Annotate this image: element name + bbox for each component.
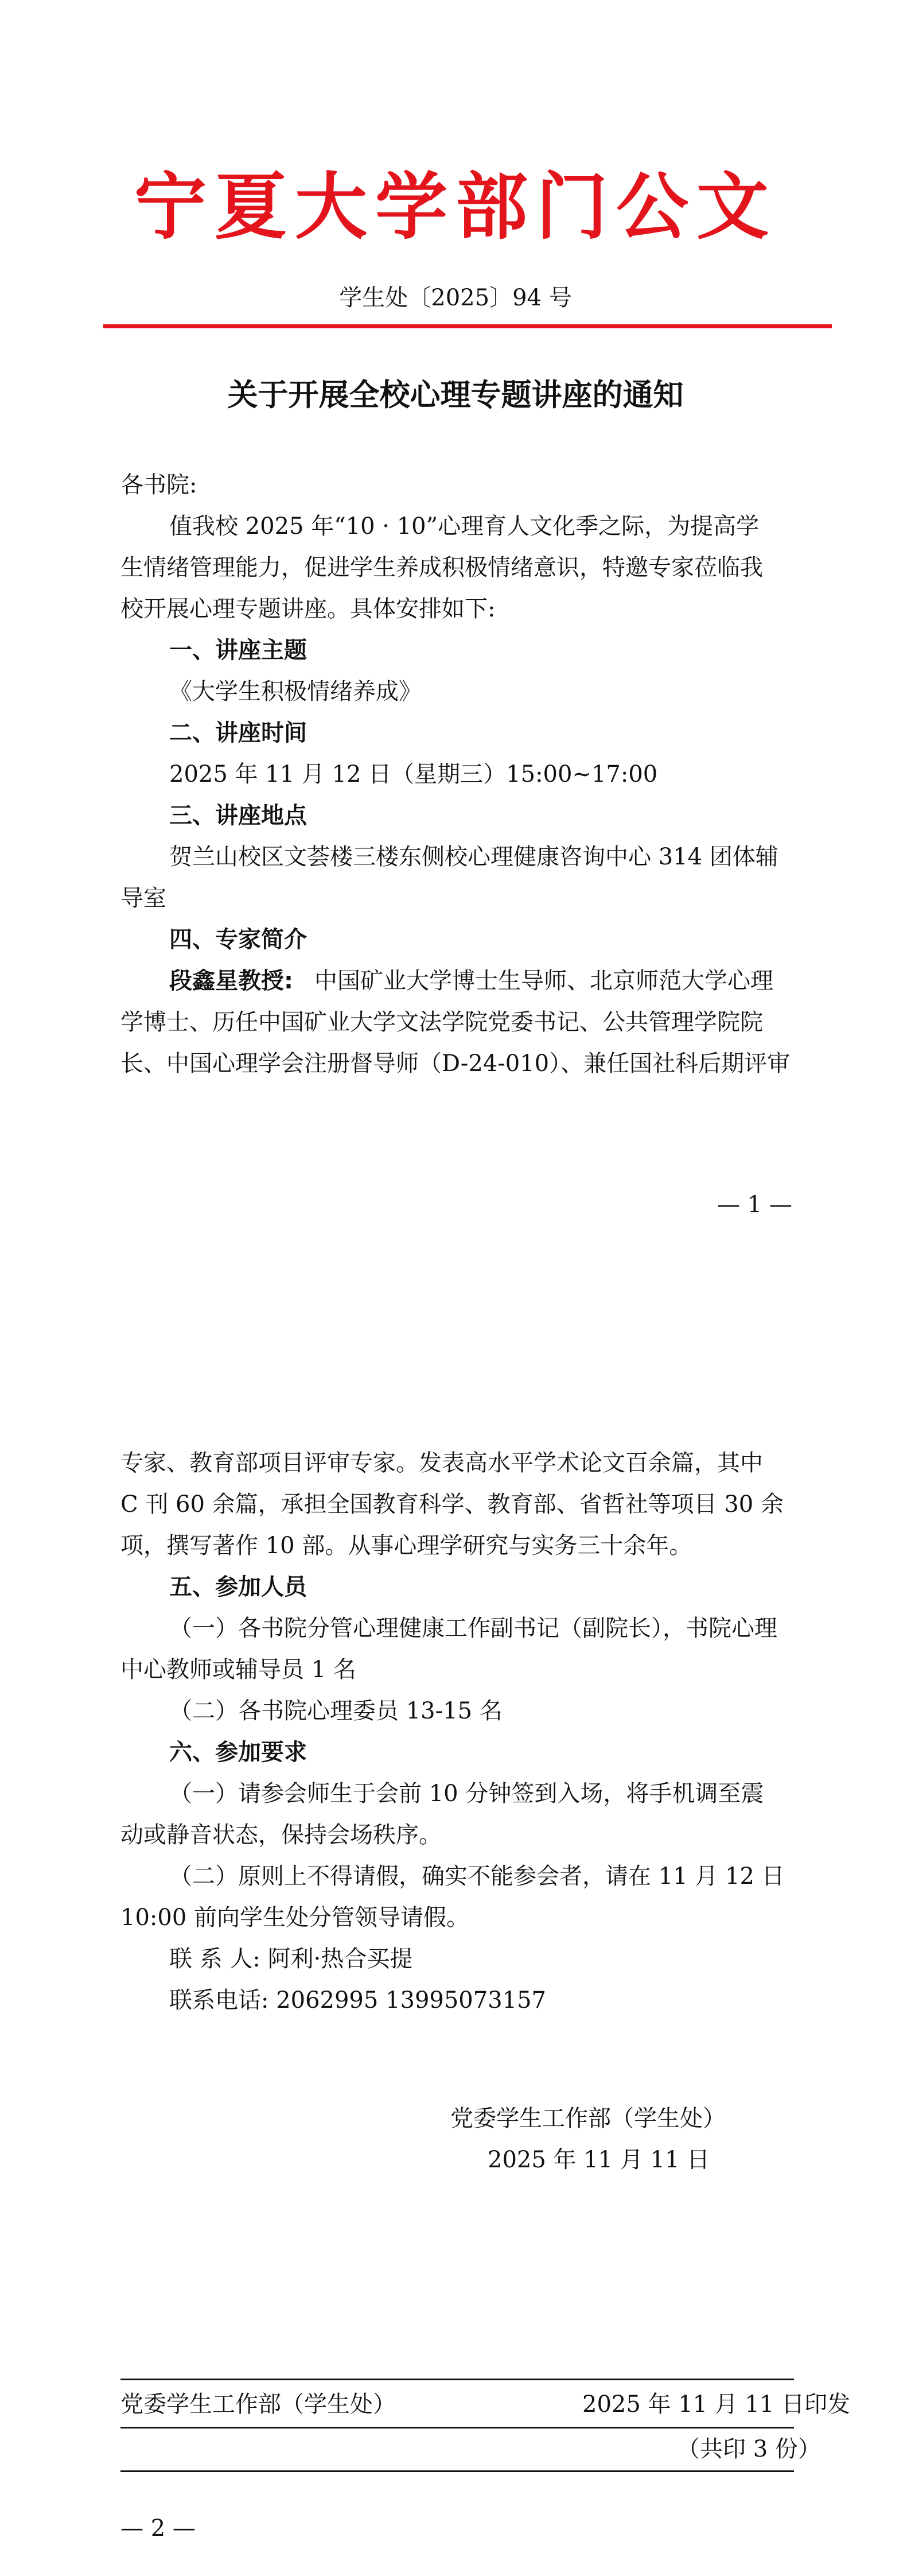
salutation: 各书院: [120,472,197,498]
signature-issuer: 党委学生工作部（学生处） [450,2105,726,2132]
page-number: — 1 — [717,1192,792,1218]
footer-issuer: 党委学生工作部（学生处） [120,2391,396,2418]
requirements-line: （二）原则上不得请假，确实不能参会者，请在 11 月 12 日 [169,1863,785,1890]
expert-line: 中国矿业大学博士生导师、北京师范大学心理 [314,968,773,994]
footer-rule-bottom [120,2470,794,2472]
topic-value: 《大学生积极情绪养成》 [169,678,422,705]
expert-line: C 刊 60 余篇，承担全国教育科学、教育部、省哲社等项目 30 余 [120,1491,784,1518]
requirements-line: 10:00 前向学生处分管领导请假。 [120,1904,469,1931]
expert-line: 专家、教育部项目评审专家。发表高水平学术论文百余篇，其中 [120,1450,763,1476]
footer-copies: （共印 3 份） [677,2436,821,2462]
expert-name: 段鑫星教授: [169,968,293,994]
requirements-line: 动或静音状态，保持会场秩序。 [120,1822,442,1848]
footer-rule-mid [120,2427,794,2428]
time-heading: 二、讲座时间 [169,720,307,746]
requirements-line: （一）请参会师生于会前 10 分钟签到入场，将手机调至震 [169,1780,764,1807]
requirements-heading: 六、参加要求 [169,1739,307,1766]
footer-print-date: 2025 年 11 月 11 日印发 [582,2391,851,2418]
expert-heading: 四、专家简介 [169,926,307,953]
page-number: — 2 — [120,2515,196,2542]
participants-line: （二）各书院心理委员 13-15 名 [169,1698,503,1724]
contact-person: 联 系 人: 阿利·热合买提 [169,1946,413,1972]
notice-title: 关于开展全校心理专题讲座的通知 [227,377,684,413]
venue-heading: 三、讲座地点 [169,802,307,829]
contact-phone: 联系电话: 2062995 13995073157 [169,1987,546,2014]
intro-line: 校开展心理专题讲座。具体安排如下: [120,596,496,622]
time-value: 2025 年 11 月 12 日（星期三）15:00~17:00 [169,761,658,787]
venue-line: 贺兰山校区文荟楼三楼东侧校心理健康咨询中心 314 团体辅 [169,844,778,870]
topic-heading: 一、讲座主题 [169,637,307,664]
expert-line: 学博士、历任中国矿业大学文法学院党委书记、公共管理学院院 [120,1009,763,1035]
participants-line: 中心教师或辅导员 1 名 [120,1656,356,1683]
venue-line: 导室 [120,885,166,911]
signature-date: 2025 年 11 月 11 日 [488,2147,710,2173]
masthead: 宁夏大学部门公文 [134,164,777,249]
intro-line: 值我校 2025 年“10 · 10”心理育人文化季之际，为提高学 [169,513,760,540]
document-number: 学生处〔2025〕94 号 [339,285,572,311]
expert-line: 长、中国心理学会注册督导师（D-24-010）、兼任国社科后期评审 [120,1050,791,1077]
expert-line: 项，撰写著作 10 部。从事心理学研究与实务三十余年。 [120,1533,692,1559]
participants-heading: 五、参加人员 [169,1574,307,1600]
participants-line: （一）各书院分管心理健康工作副书记（副院长），书院心理 [169,1615,777,1642]
footer-rule-top [120,2379,794,2380]
red-divider [103,324,832,328]
intro-line: 生情绪管理能力，促进学生养成积极情绪意识，特邀专家莅临我 [120,554,763,581]
